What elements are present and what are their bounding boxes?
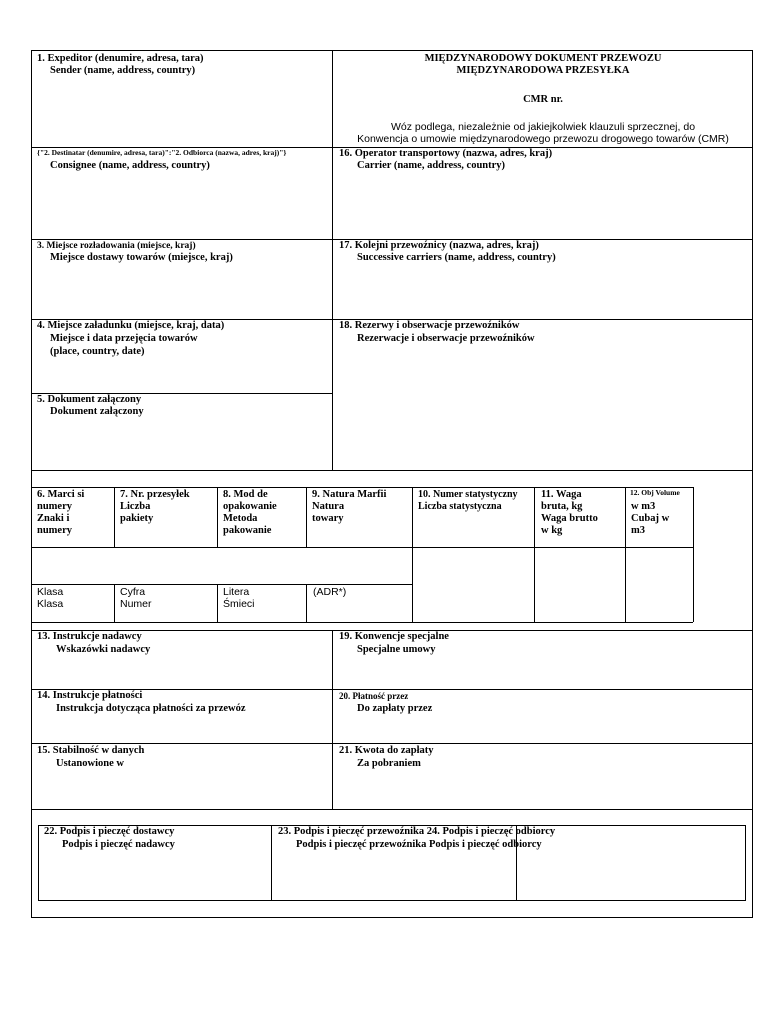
- goods-table-top: [31, 487, 693, 488]
- col-10-header-l1: 10. Numer statystyczny: [418, 489, 518, 500]
- adr-klasa-l2: Klasa: [37, 598, 64, 610]
- cmr-form-frame: [31, 50, 753, 918]
- field-17-label: 17. Kolejni przewoźnicy (nazwa, adres, kraj): [339, 240, 539, 251]
- goods-col-line-7: [693, 487, 694, 622]
- goods-col-line-5: [534, 487, 535, 622]
- field-5-sublabel: Dokument załączony: [50, 406, 144, 417]
- field-14-label: 14. Instrukcje płatności: [37, 690, 143, 701]
- top-divider-vertical: [332, 50, 333, 471]
- adr-klasa-l1: Klasa: [37, 586, 64, 598]
- signature-divider-1: [271, 825, 272, 901]
- adr-col-line-3: [306, 584, 307, 622]
- col-11-header-l1: 11. Waga: [541, 489, 582, 500]
- col-9-header-l3: towary: [312, 513, 344, 524]
- col-12-header-l4: m3: [631, 525, 645, 536]
- field-15-sublabel: Ustanowione w: [56, 758, 124, 769]
- signature-22-label: 22. Podpis i pieczęć dostawcy: [44, 826, 175, 837]
- goods-col-line-1: [114, 487, 115, 547]
- lower-divider-vertical: [332, 630, 333, 809]
- field-16-label: 16. Operator transportowy (nazwa, adres, kraj): [339, 148, 553, 159]
- col-11-header-l2: bruta, kg: [541, 501, 583, 512]
- adr-col-line-1: [114, 584, 115, 622]
- field-3-label: 3. Miejsce rozładowania (miejsce, kraj): [37, 241, 196, 251]
- col-6-header-l2: numery: [37, 501, 72, 512]
- goods-col-line-4: [412, 487, 413, 622]
- field-4-label: 4. Miejsce załadunku (miejsce, kraj, data): [37, 320, 225, 331]
- goods-table-header-bottom: [31, 547, 693, 548]
- field-2-label: {"2. Destinatar (denumire, adresa, tara)":"2. Odbiorca (nazwa, adres, kraj)"}: [37, 148, 287, 157]
- col-6-header-l1: 6. Marci si: [37, 489, 85, 500]
- document-title: MIĘDZYNARODOWY DOKUMENT PRZEWOZU: [424, 53, 662, 64]
- adr-litera-l1: Litera: [223, 586, 250, 598]
- goods-col-line-6: [625, 487, 626, 622]
- col-8-header-l4: pakowanie: [223, 525, 272, 536]
- col-8-header-l3: Metoda: [223, 513, 258, 524]
- adr-cyfra-l1: Cyfra: [120, 586, 146, 598]
- col-7-header-l2: Liczba: [120, 501, 151, 512]
- col-9-header-l2: Natura: [312, 501, 345, 512]
- field-18-label: 18. Rezerwy i obserwacje przewoźników: [339, 320, 520, 331]
- field-13-label: 13. Instrukcje nadawcy: [37, 631, 142, 642]
- col-8-header-l1: 8. Mod de: [223, 489, 268, 500]
- adr-litera-l2: Śmieci: [223, 598, 255, 610]
- field-1-label: 1. Expeditor (denumire, adresa, tara): [37, 53, 204, 64]
- col-11-header-l4: w kg: [541, 525, 563, 536]
- col-6-header-l3: Znaki i: [37, 513, 70, 524]
- field-2-sublabel: Consignee (name, address, country): [50, 160, 210, 171]
- col-6-header-l4: numery: [37, 525, 72, 536]
- adr-cyfra-l2: Numer: [120, 598, 152, 610]
- adr-col-line-2: [217, 584, 218, 622]
- lower-row-line-4: [31, 809, 753, 810]
- goods-adr-row-top: [31, 584, 412, 585]
- field-21-label: 21. Kwota do zapłaty: [339, 745, 434, 756]
- field-16-sublabel: Carrier (name, address, country): [357, 160, 506, 171]
- field-4-sublabel: Miejsce i data przejęcia towarów: [50, 333, 198, 344]
- col-9-header-l1: 9. Natura Marfii: [312, 489, 387, 500]
- col-12-header-l3: Cubaj w: [631, 513, 670, 524]
- field-15-label: 15. Stabilność w danych: [37, 745, 145, 756]
- col-10-header-l2: Liczba statystyczna: [418, 501, 502, 512]
- adr-label: (ADR*): [313, 586, 347, 598]
- field-3-sublabel: Miejsce dostawy towarów (miejsce, kraj): [50, 252, 233, 263]
- field-14-sublabel: Instrukcja dotycząca płatności za przewóz: [56, 703, 246, 714]
- col-7-header-l1: 7. Nr. przesyłek: [120, 489, 190, 500]
- goods-col-line-2: [217, 487, 218, 547]
- lower-row-line-3: [31, 743, 753, 744]
- goods-col-line-3: [306, 487, 307, 547]
- field-13-sublabel: Wskazówki nadawcy: [56, 644, 151, 655]
- field-19-label: 19. Konwencje specjalne: [339, 631, 449, 642]
- field-1-sublabel: Sender (name, address, country): [50, 65, 196, 76]
- convention-note-line-1: Wóz podlega, niezależnie od jakiejkolwiek klauzuli sprzecznej, do: [390, 121, 696, 133]
- field-21-sublabel: Za pobraniem: [357, 758, 421, 769]
- field-20-label: 20. Płatność przez: [339, 691, 409, 701]
- document-subtitle: MIĘDZYNARODOWA PRZESYŁKA: [456, 65, 630, 76]
- signature-23-24-sublabel: Podpis i pieczęć przewoźnika Podpis i pieczęć odbiorcy: [296, 839, 542, 850]
- col-12-header-l1: 12. Obj Volume: [630, 488, 680, 497]
- cmr-number-label: CMR nr.: [523, 94, 563, 105]
- row-line-5: [31, 470, 753, 471]
- field-19-sublabel: Specjalne umowy: [357, 644, 436, 655]
- field-20-sublabel: Do zapłaty przez: [357, 703, 433, 714]
- col-7-header-l3: pakiety: [120, 513, 154, 524]
- col-8-header-l2: opakowanie: [223, 501, 277, 512]
- field-18-sublabel: Rezerwacje i obserwacje przewoźników: [357, 333, 535, 344]
- signature-23-24-label: 23. Podpis i pieczęć przewoźnika 24. Podpis i pieczęć odbiorcy: [278, 826, 556, 837]
- signature-22-sublabel: Podpis i pieczęć nadawcy: [62, 839, 175, 850]
- col-11-header-l3: Waga brutto: [541, 513, 598, 524]
- field-5-label: 5. Dokument załączony: [37, 394, 142, 405]
- goods-table-bottom: [31, 622, 693, 623]
- col-12-header-l2: w m3: [631, 501, 656, 512]
- convention-note-line-2: Konwencja o umowie międzynarodowego przewozu drogowego towarów (CMR): [357, 133, 729, 145]
- field-17-sublabel: Successive carriers (name, address, country): [357, 252, 556, 263]
- field-4-sublabel-2: (place, country, date): [50, 346, 145, 357]
